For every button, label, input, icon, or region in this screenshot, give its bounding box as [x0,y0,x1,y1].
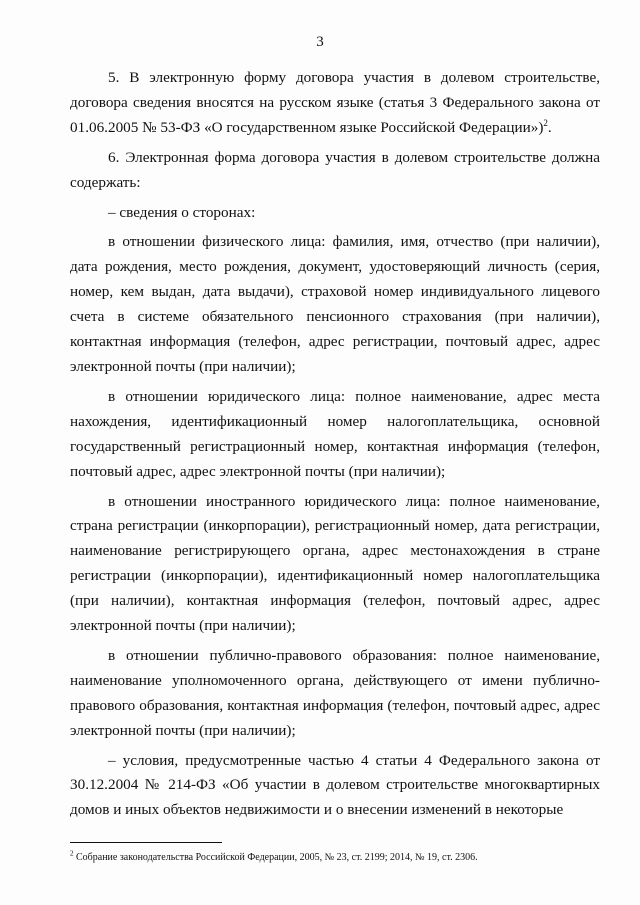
paragraph-public-entity: в отношении публично-правового образования: полное наименование, наименование уполномоченного органа, действующего от имени публично-правового образования, контактная информация (телефон, почтовый адрес, адрес электронной почты (при наличии); [70,646,600,739]
paragraph-item-5 [70,66,600,141]
paragraph-parties-heading: – сведения о сторонах: [108,203,256,221]
paragraph-foreign-legal-entity: в отношении иностранного юридического лица: полное наименование, страна регистрации (инкорпорации), регистрационный номер, дата регистрации, наименование регистрирующего органа, адрес местонахождения в стране регистрации (инкорпорации), идентификационный номер налогоплательщика (при наличии), контактная информация (телефон, почтовый адрес, адрес электронной почты (при наличии); [70,492,600,635]
page-number: 3 [316,34,324,50]
paragraph-item-6: 6. Электронная форма договора участия в долевом строительстве должна содержать: [70,148,600,191]
paragraph-text: 5. В электронную форму договора участия в долевом строительстве, договора сведения вносятся на русском языке (статья 3 Федерального закона от 01.06.2005 № 53-ФЗ «О государственном языке Российской Федерации») [70,69,600,136]
document-body [70,66,600,823]
paragraph-tail: . [547,118,552,136]
footnote-text: Собрание законодательства Российской Федерации, 2005, № 23, ст. 2199; 2014, № 19, ст. 2306. [73,852,478,863]
footnote-divider [70,842,222,843]
paragraph-conditions: – условия, предусмотренные частью 4 статьи 4 Федерального закона от 30.12.2004 № 214-ФЗ «Об участии в долевом строительстве многоквартирных домов и иных объектов недвижимости и о внесении изменений в некоторые [70,751,600,819]
paragraph-natural-person: в отношении физического лица: фамилия, имя, отчество (при наличии), дата рождения, место рождения, документ, удостоверяющий личность (серия, номер, кем выдан, дата выдачи), страховой номер индивидуального лицевого счета в системе обязательного пенсионного страхования (при наличии), контактная информация (телефон, адрес регистрации, почтовый адрес, адрес электронной почты (при наличии); [70,233,600,375]
footnote-reference: 2 [543,117,548,128]
paragraph-legal-entity: в отношении юридического лица: полное наименование, адрес места нахождения, идентификационный номер налогоплательщика, основной государственный регистрационный номер, контактная информация (телефон, почтовый адрес, адрес электронной почты (при наличии); [70,387,600,480]
footnote-marker: 2 [70,849,74,858]
footnote [70,851,600,864]
